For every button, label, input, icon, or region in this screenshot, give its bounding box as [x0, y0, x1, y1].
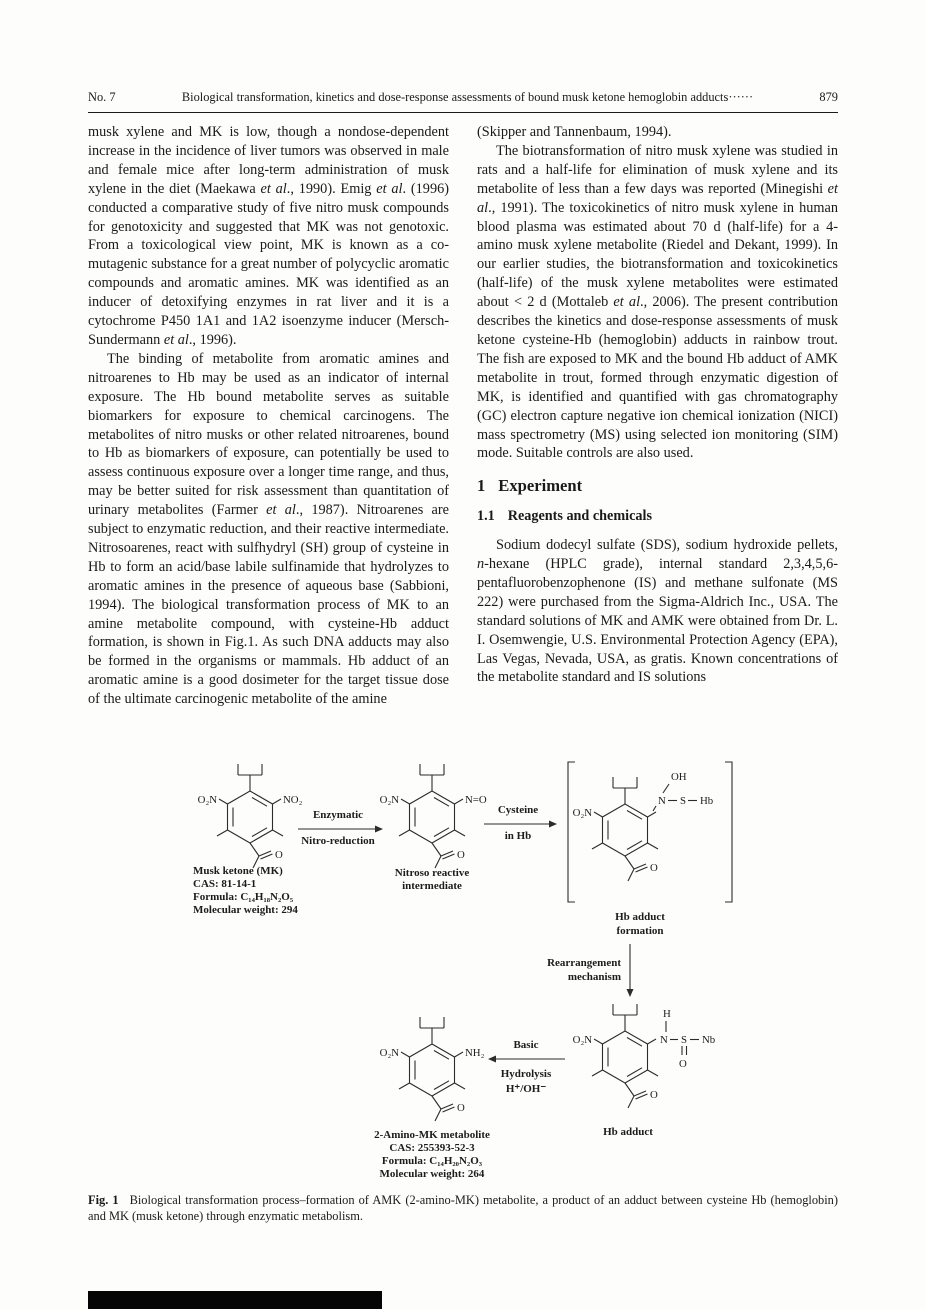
- figure-caption-label: Fig. 1: [88, 1193, 119, 1207]
- amk-name: 2-Amino-MK metabolite: [374, 1129, 490, 1141]
- sulfur-label: S: [681, 1034, 688, 1046]
- oxygen-label: O: [679, 1058, 687, 1070]
- subsection-heading-reagents: [477, 507, 838, 526]
- paragraph: Sodium dodecyl sulfate (SDS), sodium hydroxide pellets, n-hexane (HPLC grade), internal standard 2,3,4,5,6-pentafluorobenzophenone (IS) and methane sulfonate (MS 222) were purchased from the Sigma-Aldrich Inc., USA. The standard solutions of MK and AMK were obtained from Dr. L. I. Osemwengie, U.S. Environmental Protection Agency (EPA), Las Vegas, Nevada, USA, as gratis. Known concentrations of the metabolite standard and IS solutions: [477, 537, 838, 686]
- paragraph: (Skipper and Tannenbaum, 1994).: [477, 124, 672, 140]
- svg-text:formation: formation: [616, 925, 664, 937]
- nitrogen-label: N: [658, 795, 666, 807]
- article-body: [88, 123, 838, 709]
- hb-adduct-caption: Hb adduct: [603, 1126, 653, 1138]
- nitrogen-label: N: [660, 1034, 668, 1046]
- amk-formula: Formula: C₁₄H₂₀N₂O₃: [381, 1155, 483, 1167]
- hb-adduct-structure: [573, 1004, 716, 1108]
- mk-molecular-weight: Molecular weight: 294: [193, 904, 298, 916]
- paragraph: musk xylene and MK is low, though a nondose-dependent increase in the incidence of liver tumors was observed in male and female mice after long-term administration of musk xylene in the diet (Maekawa et al., 1990). Emig et al. (1996) conducted a comparative study of five nitro musk compounds for genotoxicity and suggested that MK was not genotoxic. From a toxicological view point, MK is known as a co-mutagenic substance for a great number of polycyclic aromatic compounds and aromatic amines. MK was identified as an inducer of detoxifying enzymes in rat liver and it is a cytochrome P450 1A1 and 1A2 isoenzyme inducer (Mersch-Sundermann et al., 1996).: [88, 124, 449, 348]
- amk-cas: CAS: 255393-52-3: [389, 1142, 475, 1154]
- mk-caption-block: [193, 865, 298, 916]
- oxygen-label: O: [457, 849, 465, 861]
- mk-formula: Formula: C₁₄H₁₈N₂O₅: [193, 891, 294, 903]
- hb-adduct-formation-label: [615, 911, 665, 937]
- mk-cas: CAS: 81-14-1: [193, 878, 257, 890]
- nitro-group-label: O₂N: [379, 794, 399, 806]
- amk-molecular-weight: Molecular weight: 264: [379, 1168, 485, 1180]
- section-number: 1: [477, 476, 486, 496]
- nitroso-caption-block: [395, 867, 470, 892]
- subsection-number: 1.1: [477, 508, 495, 525]
- arrow-label: H⁺/OH⁻: [505, 1083, 547, 1095]
- issue-number: No. 7: [88, 90, 116, 104]
- mk-name: Musk ketone (MK): [193, 865, 283, 877]
- hydrogen-label: H: [663, 1008, 671, 1020]
- oxygen-label: O: [275, 849, 283, 861]
- hemoglobin-label: Hb: [700, 795, 714, 807]
- page-number: 879: [819, 90, 838, 104]
- nitro-group-label: NO₂: [283, 794, 303, 806]
- paragraph: The biotransformation of nitro musk xylene was studied in rats and a half-life for elimination of musk xylene and its metabolite of less than a few days was reported (Minegishi et al., 1991). The toxicokinetics of nitro musk xylene in human blood plasma was estimated about 70 d (half-life) for a 4-amino musk xylene metabolite (Riedel and Dekant, 1999). In our earlier studies, the biotransformation and toxicokinetics (half-life) of the musk xylene metabolites were estimated about < 2 d (Mottaleb et al., 2006). The present contribution describes the kinetics and dose-response assessments of musk ketone cysteine-Hb (hemoglobin) adducts in rainbow trout. The fish are exposed to MK and the bound Hb adduct of AMK metabolite in trout, formed through enzymatic digestion of MK, is identified and quantified with gas chromatography (GC) electron capture negative ion chemical ionization (NICI) mass spectrometry (MS) using selected ion monitoring (SIM) mode. Suitable controls are also used.: [477, 142, 838, 462]
- left-bracket: [568, 762, 575, 902]
- amk-structure: [380, 1017, 485, 1121]
- svg-text:Hb adduct: Hb adduct: [615, 911, 665, 923]
- oxygen-label: O: [650, 1089, 658, 1101]
- right-bracket: [725, 762, 732, 902]
- running-title: Biological transformation, kinetics and dose-response assessments of bound musk ketone hemoglobin adducts······: [181, 90, 754, 104]
- cysteine-arrow: [484, 804, 557, 842]
- hydrolysis-arrow: [488, 1039, 565, 1095]
- nitro-reduction-arrow: [298, 809, 383, 847]
- arrow-label: Rearrangement: [547, 957, 621, 969]
- rearrangement-arrow: [547, 944, 633, 997]
- journal-header: [88, 90, 838, 113]
- nitro-group-label: O₂N: [379, 1047, 399, 1059]
- sulfur-label: S: [680, 795, 687, 807]
- oxygen-label: O: [457, 1102, 465, 1114]
- chemical-scheme: [88, 752, 838, 1192]
- nitroso-group-label: N=O: [465, 794, 487, 806]
- nitroso-name-line1: Nitroso reactive: [394, 867, 470, 879]
- nitro-group-label: O₂N: [197, 794, 217, 806]
- right-column: [477, 123, 838, 709]
- figure-caption-text: Biological transformation process–formation of AMK (2-amino-MK) metabolite, a product of an adduct between cysteine Hb (hemoglobin) and MK (musk ketone) through enzymatic metabolism.: [88, 1193, 839, 1223]
- amk-caption-block: [374, 1129, 490, 1180]
- bracketed-intermediate-structure: [568, 762, 732, 902]
- section-title: Experiment: [498, 476, 583, 496]
- arrow-label: Cysteine: [497, 804, 539, 816]
- section-heading-experiment: [477, 477, 838, 496]
- amino-group-label: NH₂: [465, 1047, 485, 1059]
- subsection-title: Reagents and chemicals: [507, 508, 652, 525]
- left-column: [88, 123, 449, 709]
- nitroso-structure: [380, 764, 487, 868]
- oxygen-label: O: [650, 862, 658, 874]
- arrow-label: Hydrolysis: [500, 1068, 552, 1080]
- paragraph: The binding of metabolite from aromatic amines and nitroarenes to Hb may be used as an indicator of internal exposure. The Hb bound metabolite serves as suitable biomarkers for exposure to chemical carcinogens. The metabolites of nitro musks or other related nitroarenes, bound to Hb as biomarkers of exposure, can potentially be used to assess continuous exposure over a longer time range, and thus, may be better suited for risk assessment than quantitation of urinary metabolites (Farmer et al., 1987). Nitroarenes are subject to enzymatic reduction, and their reactive intermediate. Nitrosoarenes, react with sulfhydryl (SH) group of cysteine in Hb to form an acid/base labile sulfinamide that hydrolyzes to aromatic amines in the presence of aqueous base (Sabbioni, 1994). The biological transformation process of MK to an amine metabolite compound, with cysteine-Hb adduct formation, is shown in Fig.1. As such DNA adducts may also be formed in the organisms or mammals. Hb adduct of an aromatic amine is a good dosimeter for the target tissue dose of the ultimate carcinogenic metabolite of the amine: [88, 350, 450, 708]
- nitro-group-label: O₂N: [572, 807, 592, 819]
- arrow-label: Basic: [513, 1039, 539, 1051]
- nitroso-name-line2: intermediate: [402, 880, 462, 892]
- arrow-label: mechanism: [567, 971, 621, 983]
- nitro-group-label: O₂N: [572, 1034, 592, 1046]
- scan-artifact-bar: [88, 1291, 382, 1309]
- figure-1: [88, 752, 838, 1192]
- arrow-label: Enzymatic: [312, 809, 364, 821]
- arrow-label: in Hb: [504, 830, 532, 842]
- mk-structure: [198, 764, 303, 868]
- figure-caption: [88, 1192, 838, 1224]
- nb-label: Nb: [702, 1034, 716, 1046]
- hydroxyl-label: OH: [671, 771, 687, 783]
- arrow-label: Nitro-reduction: [301, 835, 375, 847]
